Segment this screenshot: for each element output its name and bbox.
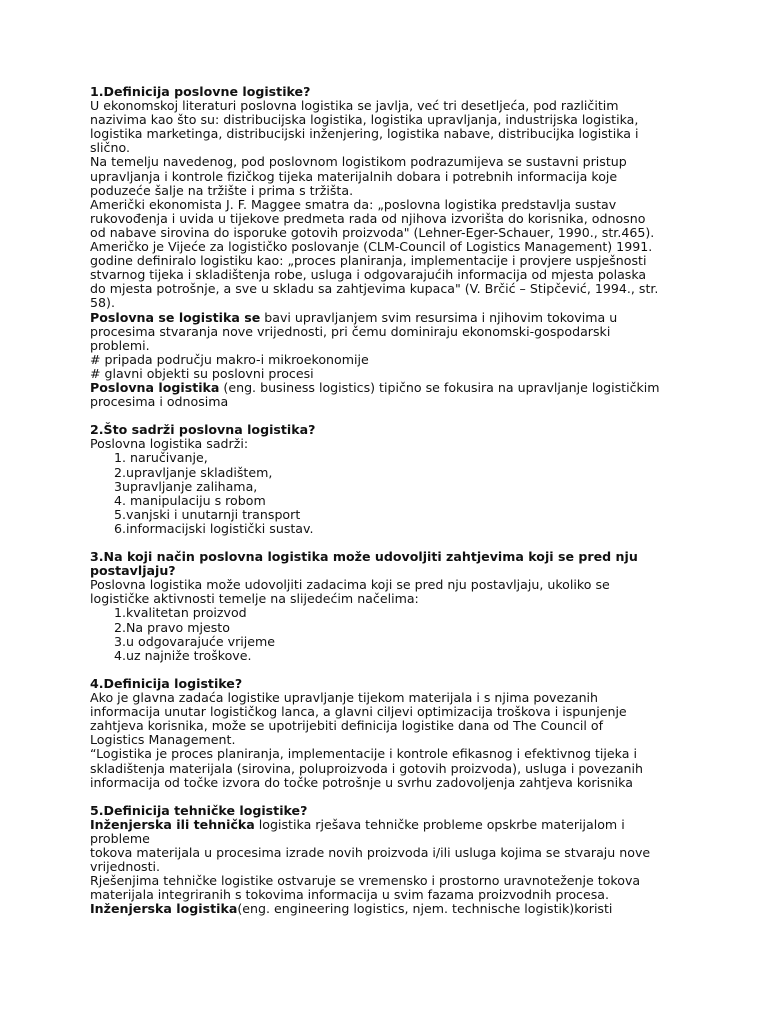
text-run: bavi upravljanjem svim resursima i njihovim tokovima u — [260, 309, 618, 325]
text-line: materijala integriranih s tokovima informacija u svim fazama proizvodnih procesa. — [90, 887, 609, 903]
text-line: tokova materijala u procesima izrade novih proizvoda i/ili usluga kojima se stvaraju nove — [90, 845, 651, 861]
text-line — [90, 902, 690, 916]
section-1-heading: 1.Definicija poslovne logistike? — [90, 84, 311, 99]
text-line: Rješenjima tehničke logistike ostvaruje se vremensko i prostorno uravnoteženje tokova — [90, 873, 641, 889]
text-line: procesima i odnosima — [90, 394, 229, 410]
document-page — [90, 85, 690, 917]
list-item: 2.Na pravo mjesto — [114, 619, 230, 635]
text-line: zahtjeva korisnika, može se upotrijebiti definicija logistike dana od The Council of — [90, 718, 604, 734]
text-line: Američko je Vijeće za logističko poslovanje (CLM-Council of Logistics Management) 1991. — [90, 239, 653, 255]
section-2-heading: 2.Što sadrži poslovna logistika? — [90, 422, 316, 438]
text-line: skladištenja materijala (sirovina, poluproizvoda i gotovih proizvoda), usluga i povezanih — [90, 760, 644, 776]
bold-term: Inženjerska logistika — [90, 901, 238, 917]
list-item: 3.u odgovarajuće vrijeme — [114, 633, 276, 649]
text-line: problemi. — [90, 337, 150, 353]
list-item: 4.uz najniže troškove. — [114, 647, 252, 663]
list-item: 1.kvalitetan proizvod — [114, 605, 247, 621]
list-item: 4. manipulaciju s robom — [114, 492, 266, 508]
text-line — [90, 381, 690, 395]
text-line: informacija unutar logističkog lanca, a glavni ciljevi optimizacija troškova i ispunjenje — [90, 704, 627, 720]
list-item: 2.upravljanje skladištem, — [114, 464, 273, 480]
text-line: Na temelju navedenog, pod poslovnom logistikom podrazumijeva se sustavni pristup — [90, 154, 627, 170]
text-line: Logistics Management. — [90, 732, 236, 748]
text-line: informacija od točke izvora do točke potrošnje u svrhu zadovoljenja zahtjeva korisnika — [90, 774, 633, 790]
section-3-heading-cont: postavljaju? — [90, 563, 176, 579]
text-line: slično. — [90, 140, 130, 156]
text-line: poduzeće šalje na tržište i prima s tržišta. — [90, 182, 354, 198]
section-3-heading: 3.Na koji način poslovna logistika može udovoljiti zahtjevima koji se pred nju — [90, 549, 638, 565]
text-line: probleme — [90, 830, 150, 846]
list-item: 5.vanjski i unutarnji transport — [114, 506, 301, 522]
list-item: 3upravljanje zalihama, — [114, 478, 258, 494]
text-line: godine definiralo logistiku kao: „proces planiranja, implementacije i provjere uspješnosti — [90, 253, 647, 269]
list-item: 1. naručivanje, — [114, 450, 208, 466]
paragraph-gap — [90, 790, 690, 804]
bold-term: Inženjerska ili tehnička — [90, 816, 255, 832]
text-run: logistika rješava tehničke probleme opskrbe materijalom i — [254, 816, 625, 832]
bullet-line: # glavni objekti su poslovni procesi — [90, 365, 314, 381]
bold-term: Poslovna logistika — [90, 379, 220, 395]
section-5-heading: 5.Definicija tehničke logistike? — [90, 802, 308, 818]
paragraph-gap — [90, 663, 690, 677]
paragraph-gap — [90, 536, 690, 550]
text-line — [90, 818, 690, 832]
text-line: od nabave sirovina do isporuke gotovih proizvoda" (Lehner-Eger-Schauer, 1990., str.465). — [90, 224, 655, 240]
list-item: 6.informacijski logistički sustav. — [114, 520, 314, 536]
text-line: Poslovna logistika može udovoljiti zadacima koji se pred nju postavljaju, ukoliko se — [90, 577, 610, 593]
text-line: do mjesta potrošnje, a sve u skladu sa zahtjevima kupaca" (V. Brčić – Stipčević, 1994., str. — [90, 281, 659, 297]
text-run: (eng. engineering logistics, njem. technische logistik)koristi — [237, 901, 613, 917]
text-line: rukovođenja i uvida u tijekove predmeta rada od njihova izvorišta do korisnika, odnosno — [90, 210, 646, 226]
text-line: Američki ekonomista J. F. Maggee smatra da: „poslovna logistika predstavlja sustav — [90, 196, 617, 212]
text-line: vrijednosti. — [90, 859, 161, 875]
text-line: “Logistika je proces planiranja, implementacije i kontrole efikasnog i efektivnog tijeka i — [90, 746, 637, 762]
text-line: upravljanja i kontrole fizičkog tijeka materijalnih dobara i potrebnih informacija koje — [90, 168, 618, 184]
text-line: 58). — [90, 295, 115, 311]
bold-term: Poslovna se logistika se — [90, 309, 261, 325]
text-line: logistika marketinga, distribucijski inženjering, logistika nabave, distribucijka logistika i — [90, 126, 639, 142]
text-run: (eng. business logistics) tipično se fokusira na upravljanje logističkim — [219, 379, 660, 395]
text-line: nazivima kao što su: distribucijska logistika, logistika upravljanja, industrijska logistika, — [90, 112, 639, 128]
text-line: procesima stvaranja nove vrijednosti, pri čemu dominiraju ekonomski-gospodarski — [90, 323, 611, 339]
text-line: logističke aktivnosti temelje na slijedećim načelima: — [90, 591, 419, 607]
text-line — [90, 311, 690, 325]
section-4-heading: 4.Definicija logistike? — [90, 675, 243, 691]
text-line: stvarnog tijeka i skladištenja robe, usluga i odgovarajućih informacija od mjesta polaska — [90, 267, 647, 283]
text-line: Poslovna logistika sadrži: — [90, 436, 249, 452]
text-line: U ekonomskoj literaturi poslovna logistika se javlja, već tri desetljeća, pod različitim — [90, 98, 619, 114]
text-line: Ako je glavna zadaća logistike upravljanje tijekom materijala i s njima povezanih — [90, 690, 599, 706]
bullet-line: # pripada području makro-i mikroekonomije — [90, 351, 369, 367]
paragraph-gap — [90, 409, 690, 423]
